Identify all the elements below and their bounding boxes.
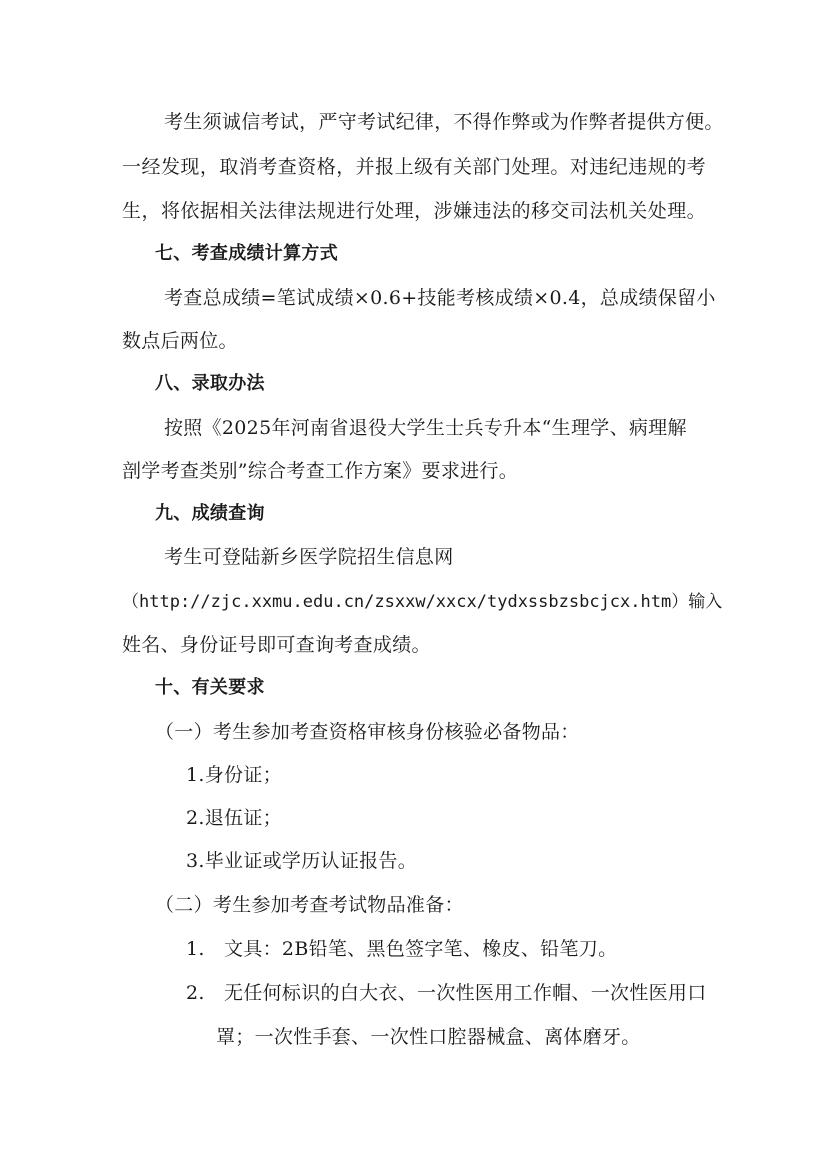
sub-heading-1: （一）考生参加考查资格审核身份核验必备物品： bbox=[155, 721, 580, 743]
paragraph-line: 按照《2025年河南省退役大学生士兵专升本“生理学、病理解 bbox=[164, 417, 687, 439]
section-heading-8: 八、录取办法 bbox=[155, 373, 265, 394]
list-item: 3.毕业证或学历认证报告。 bbox=[186, 850, 418, 872]
paragraph-line: 姓名、身份证号即可查询考查成绩。 bbox=[122, 634, 431, 656]
paragraph-line: 数点后两位。 bbox=[122, 330, 238, 352]
section-heading-10: 十、有关要求 bbox=[155, 677, 265, 698]
paragraph-line: 考生须诚信考试，严守考试纪律，不得作弊或为作弊者提供方便。 bbox=[164, 111, 724, 133]
list-item: 1.身份证； bbox=[186, 764, 282, 786]
query-url-line: （http://zjc.xxmu.edu.cn/zsxxw/xxcx/tydxssbzsbcjcx.htm）输入 bbox=[122, 592, 723, 612]
section-heading-7: 七、考查成绩计算方式 bbox=[155, 243, 338, 264]
paragraph-line: 考查总成绩=笔试成绩×0.6+技能考核成绩×0.4，总成绩保留小 bbox=[164, 287, 716, 309]
list-item-continuation: 罩；一次性手套、一次性口腔器械盒、离体磨牙。 bbox=[216, 1026, 641, 1048]
list-item: 2.退伍证； bbox=[186, 807, 282, 829]
sub-heading-2: （二）考生参加考查考试物品准备： bbox=[155, 894, 464, 916]
paragraph-line: 考生可登陆新乡医学院招生信息网 bbox=[164, 546, 454, 568]
paragraph-line: 一经发现，取消考查资格，并报上级有关部门处理。对违纪违规的考 bbox=[122, 156, 706, 178]
section-heading-9: 九、成绩查询 bbox=[155, 503, 265, 524]
list-item: 2. 无任何标识的白大衣、一次性医用工作帽、一次性医用口 bbox=[186, 982, 707, 1004]
list-item: 1. 文具：2B铅笔、黑色签字笔、橡皮、铅笔刀。 bbox=[186, 938, 618, 960]
paragraph-line: 生，将依据相关法律法规进行处理，涉嫌违法的移交司法机关处理。 bbox=[122, 200, 706, 222]
paragraph-line: 剖学考查类别”综合考查工作方案》要求进行。 bbox=[122, 460, 519, 482]
